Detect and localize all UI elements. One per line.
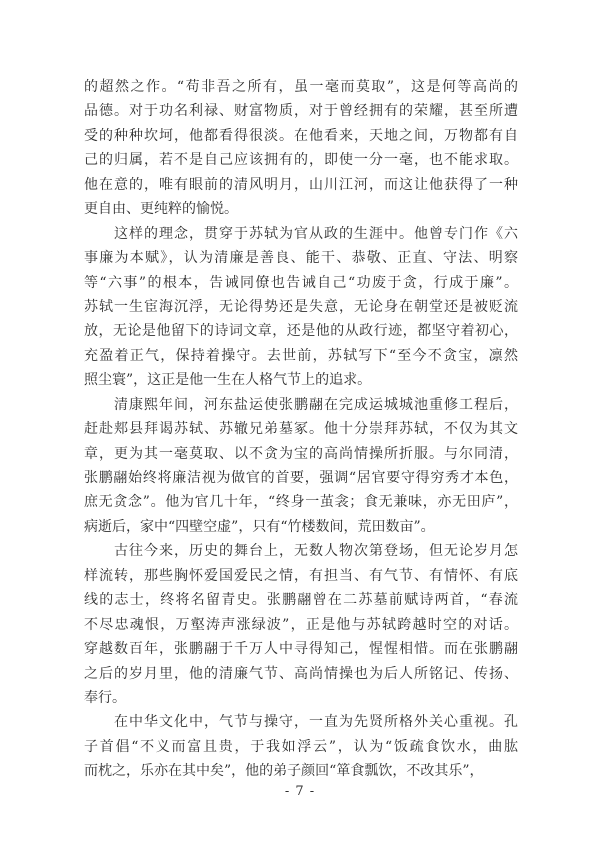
page-footer (0, 784, 600, 800)
text-line: 穿越数百年，张鹏翮于千万人中寻得知己，惺惺相惜。而在张鹏翮 (84, 641, 518, 658)
text-line: 子首倡“不义而富且贵，于我如浮云”，认为“饭疏食饮水，曲肱 (84, 738, 518, 755)
text-line: 己的归属，若不是自己应该拥有的，即使一分一毫，也不能求取。 (84, 152, 518, 169)
text-line: 张鹏翮始终将廉洁视为做官的首要，强调“居官要守得穷秀才本色， (84, 470, 518, 486)
text-line: 庶无贪念”。他为官几十年，“终身一茧衾；食无兼味，亦无田庐”， (84, 494, 518, 511)
text-line: 章，更为其一毫莫取、以不贪为宝的高尚情操所折服。与尔同清， (84, 445, 518, 462)
text-line: 线的志士，终将名留青史。张鹏翮曾在二苏墓前赋诗两首，“春流 (84, 592, 518, 609)
text-line: 这样的理念，贯穿于苏轼为官从政的生涯中。他曾专门作《六 (114, 225, 518, 242)
text-line: 苏轼一生宦海沉浮，无论得势还是失意，无论身在朝堂还是被贬流 (84, 298, 518, 315)
text-line: 古往今来，历史的舞台上，无数人物次第登场，但无论岁月怎 (114, 543, 518, 560)
text-line: 之后的岁月里，他的清廉气节、高尚情操也为后人所铭记、传扬、 (84, 665, 518, 682)
text-line: 在中华文化中，气节与操守，一直为先贤所格外关心重视。孔 (114, 714, 518, 731)
text-line: 他在意的，唯有眼前的清风明月，山川江河，而这让他获得了一种 (84, 176, 518, 193)
text-line: 而枕之，乐亦在其中矣”，他的弟子颜回“箪食瓢饮，不改其乐”， (84, 763, 484, 780)
text-line: 照尘寰”，这正是他一生在人格气节上的追求。 (84, 372, 372, 389)
text-line: 更自由、更纯粹的愉悦。 (84, 201, 238, 218)
document-body (84, 75, 518, 784)
text-line: 事廉为本赋》，认为清廉是善良、能干、恭敬、正直、守法、明察 (84, 250, 518, 267)
text-line: 赶赴郏县拜谒苏轼、苏辙兄弟墓冢。他十分崇拜苏轼，不仅为其文 (84, 421, 518, 438)
text-line: 放，无论是他留下的诗词文章，还是他的从政行迹，都坚守着初心， (84, 323, 518, 340)
text-line: 充盈着正气，保持着操守。去世前，苏轼写下“至今不贪宝，凛然 (84, 347, 518, 364)
text-line: 样流转，那些胸怀爱国爱民之情，有担当、有气节、有情怀、有底 (84, 567, 518, 584)
text-line: 不尽忠魂恨，万壑涛声涨绿波”，正是他与苏轼跨越时空的对话。 (84, 616, 518, 633)
text-line: 奉行。 (84, 689, 126, 706)
text-line: 的超然之作。“苟非吾之所有，虽一毫而莫取”，这是何等高尚的 (84, 79, 518, 95)
text-line: 受的种种坎坷，他都看得很淡。在他看来，天地之间，万物都有自 (84, 127, 518, 144)
text-line: 清康熙年间，河东盐运使张鹏翮在完成运城城池重修工程后， (114, 396, 518, 413)
text-line: 品德。对于功名利禄、财富物质，对于曾经拥有的荣耀，甚至所遭 (84, 103, 518, 120)
text-line: 等“六事”的根本，告诫同僚也告诫自己“功废于贪，行成于廉”。 (84, 274, 518, 291)
page-number: - 7 - (284, 784, 316, 799)
text-line: 病逝后，家中“四壁空虚”，只有“竹楼数间，荒田数亩”。 (84, 518, 435, 535)
